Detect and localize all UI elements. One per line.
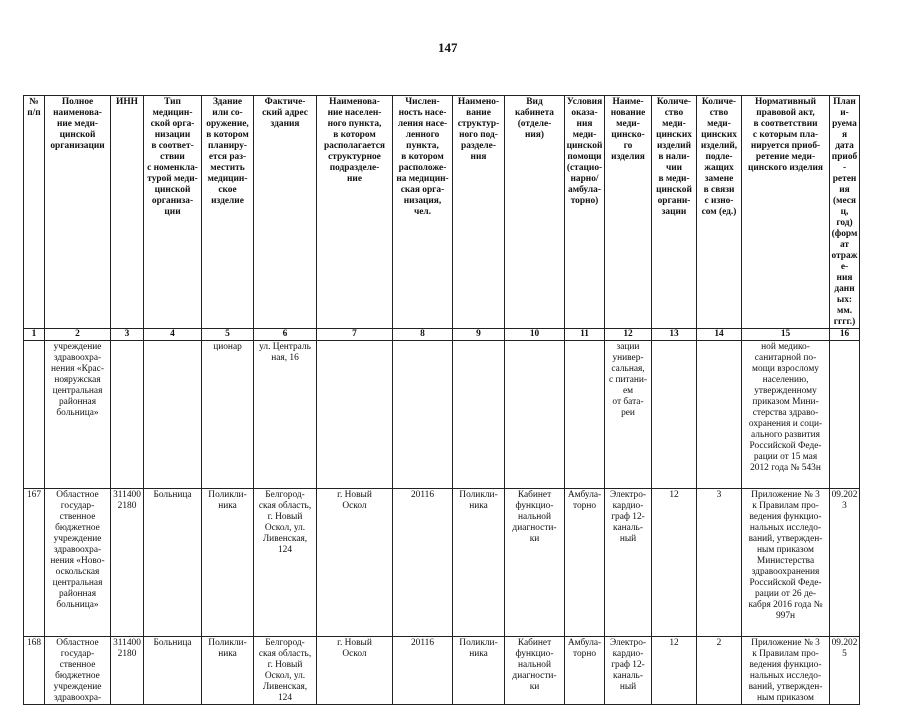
column-number: 1 — [24, 329, 45, 341]
building-cell: Поликли- ника — [202, 637, 254, 705]
planned-date-cell: 09.2023 — [830, 489, 860, 637]
subdivision-cell: Поликли- ника — [453, 489, 505, 637]
org-type-cell: Больница — [144, 637, 202, 705]
column-number: 6 — [254, 329, 317, 341]
available-count-cell: 12 — [652, 489, 697, 637]
header-cell: Плани- руемая дата приоб- ретения (месяц, год) (формат отраже- ния данных: мм. гггг.) — [830, 96, 860, 329]
column-number: 9 — [453, 329, 505, 341]
header-cell: Числен- ность насе- ления насе- ленного пункта, в котором расположе- на медицин- ская орга- низация, чел. — [393, 96, 453, 329]
organization-cell: учреждение здравоохра- нения «Крас- нояружская центральная районная больница» — [45, 341, 111, 489]
header-cell: № п/п — [24, 96, 45, 329]
inn-cell: 311400 2180 — [111, 489, 144, 637]
header-cell: Условия оказа- ния меди- цинской помощи (стацио- нарно/ амбула- торно) — [565, 96, 605, 329]
office-type-cell — [505, 341, 565, 489]
care-conditions-cell: Амбула- торно — [565, 489, 605, 637]
legal-act-cell: Приложение № 3 к Правилам про- ведения функцио- нальных исследо- ваний, утвержден- ным приказом Министерства здравоохранения Российской Феде- рации от 26 де- кабря 2016 года № 997н — [742, 489, 830, 637]
header-cell: Наиме- нование меди- цинско- го изделия — [605, 96, 652, 329]
header-cell: Количе- ство меди- цинских изделий, подле- жащих замене в связи с изно- сом (ед.) — [697, 96, 742, 329]
population-cell: 20116 — [393, 637, 453, 705]
device-name-cell: Электро- кардио- граф 12- каналь- ный — [605, 637, 652, 705]
header-cell: Фактиче- ский адрес здания — [254, 96, 317, 329]
device-name-cell: зации универ- сальная, с питани- ем от бата- реи — [605, 341, 652, 489]
legal-act-cell: Приложение № 3 к Правилам про- ведения функцио- нальных исследо- ваний, утвержден- ным приказом — [742, 637, 830, 705]
column-number: 5 — [202, 329, 254, 341]
org-type-cell: Больница — [144, 489, 202, 637]
column-number: 13 — [652, 329, 697, 341]
organization-cell: Областное государ- ственное бюджетное учреждение здравоохра- — [45, 637, 111, 705]
address-cell: Белгород- ская область, г. Новый Оскол, ул. Ливенская, 124 — [254, 489, 317, 637]
replacement-count-cell — [697, 341, 742, 489]
header-cell: Тип медицин- ской орга- низации в соответ- ствии с номенкла- турой меди- цинской организа- ции — [144, 96, 202, 329]
organization-cell: Областное государ- ственное бюджетное учреждение здравоохра- нения «Ново- оскольская центральная районная больница» — [45, 489, 111, 637]
medical-devices-table — [23, 95, 860, 705]
header-cell: Вид кабинета (отделе- ния) — [505, 96, 565, 329]
column-number: 4 — [144, 329, 202, 341]
population-cell: 20116 — [393, 489, 453, 637]
building-cell: Поликли- ника — [202, 489, 254, 637]
locality-cell: г. Новый Оскол — [317, 489, 393, 637]
column-number-row — [24, 329, 860, 341]
population-cell — [393, 341, 453, 489]
office-type-cell: Кабинет функцио- нальной диагности- ки — [505, 489, 565, 637]
inn-cell — [111, 341, 144, 489]
header-cell: Полное наименова- ние меди- цинской организации — [45, 96, 111, 329]
subdivision-cell — [453, 341, 505, 489]
table-row — [24, 489, 860, 637]
header-cell: Наименова- ние населен- ного пункта, в котором располагается структурное подразделе- ние — [317, 96, 393, 329]
inn-cell: 311400 2180 — [111, 637, 144, 705]
replacement-count-cell: 2 — [697, 637, 742, 705]
available-count-cell — [652, 341, 697, 489]
available-count-cell: 12 — [652, 637, 697, 705]
office-type-cell: Кабинет функцио- нальной диагности- ки — [505, 637, 565, 705]
locality-cell — [317, 341, 393, 489]
header-cell: Нормативный правовой акт, в соответствии с которым пла- нируется приоб- ретение меди- цинского изделия — [742, 96, 830, 329]
column-number: 16 — [830, 329, 860, 341]
replacement-count-cell: 3 — [697, 489, 742, 637]
row-number-cell — [24, 341, 45, 489]
column-number: 12 — [605, 329, 652, 341]
care-conditions-cell — [565, 341, 605, 489]
header-row — [24, 96, 860, 329]
row-number-cell: 167 — [24, 489, 45, 637]
legal-act-cell: ной медико- санитарной по- мощи взрослому населению, утвержденному приказом Мини- стерства здраво- охранения и соци- ального развития Российской Феде- рации от 15 мая 2012 года № 543н — [742, 341, 830, 489]
table-row — [24, 341, 860, 489]
column-number: 2 — [45, 329, 111, 341]
header-cell: Наимено- вание структур- ного под- разделе- ния — [453, 96, 505, 329]
column-number: 8 — [393, 329, 453, 341]
page-number: 147 — [438, 40, 458, 55]
device-name-cell: Электро- кардио- граф 12- каналь- ный — [605, 489, 652, 637]
header-cell: ИНН — [111, 96, 144, 329]
column-number: 7 — [317, 329, 393, 341]
column-number: 3 — [111, 329, 144, 341]
header-cell: Здание или со- оружение, в котором планиру- ется раз- местить медицин- ское изделие — [202, 96, 254, 329]
row-number-cell: 168 — [24, 637, 45, 705]
building-cell: ционар — [202, 341, 254, 489]
planned-date-cell: 09.2025 — [830, 637, 860, 705]
column-number: 15 — [742, 329, 830, 341]
care-conditions-cell: Амбула- торно — [565, 637, 605, 705]
column-number: 10 — [505, 329, 565, 341]
org-type-cell — [144, 341, 202, 489]
column-number: 11 — [565, 329, 605, 341]
planned-date-cell — [830, 341, 860, 489]
column-number: 14 — [697, 329, 742, 341]
locality-cell: г. Новый Оскол — [317, 637, 393, 705]
subdivision-cell: Поликли- ника — [453, 637, 505, 705]
address-cell: ул. Централь ная, 16 — [254, 341, 317, 489]
table-row — [24, 637, 860, 705]
header-cell: Количе- ство меди- цинских изделий в нали- чии в меди- цинской органи- зации — [652, 96, 697, 329]
address-cell: Белгород- ская область, г. Новый Оскол, ул. Ливенская, 124 — [254, 637, 317, 705]
